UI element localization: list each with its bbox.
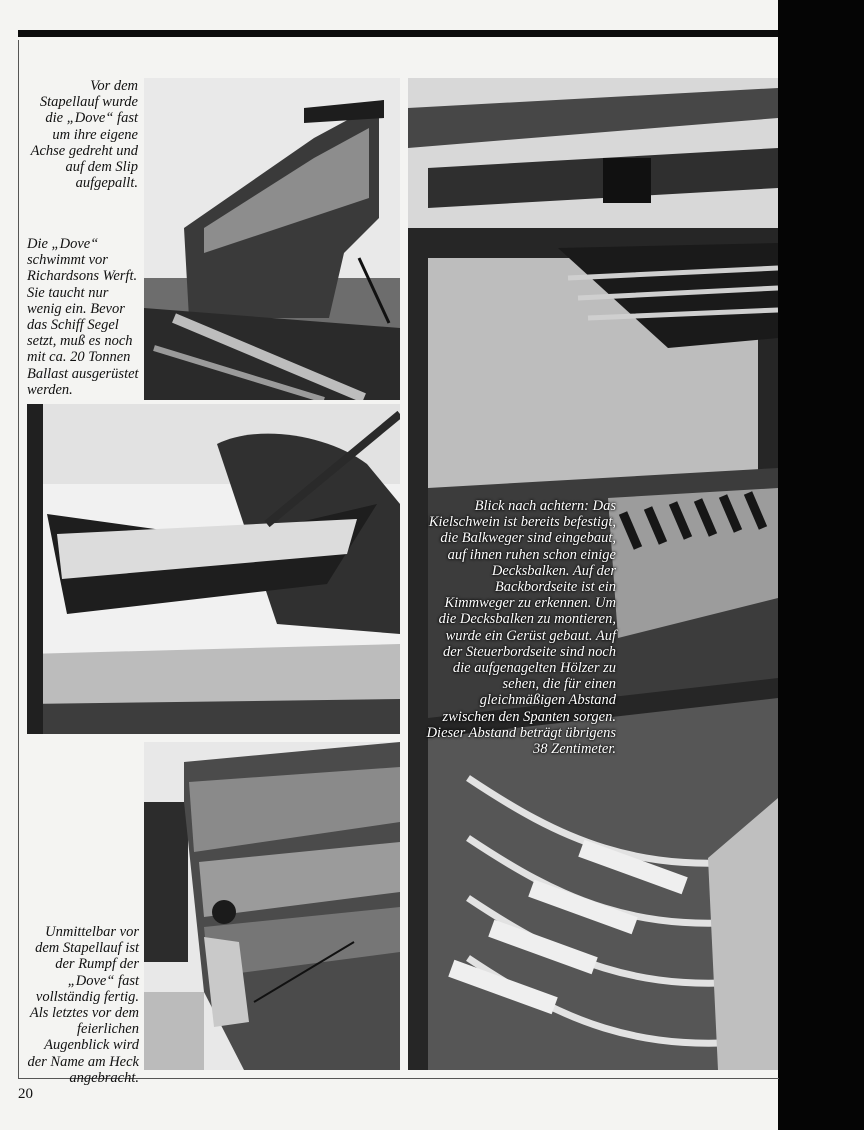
caption-aft-view: Blick nach achtern: Das Kielschwein ist bereits befestigt, die Balkweger sind eingebaut, auf ihnen ruhen schon einige Decksbalken. Auf der Backbordseite ist ein Kimmweger zu erkennen. Um die Decksbalken zu montieren, wurde ein Gerüst gebaut. Auf der Steuerbordseite sind noch die aufgenagelten Hölzer zu sehen, die für einen gleichmäßigen Abstand zwischen den Spanten sorgen. Dieser Abstand beträgt übrigens 38 Zentimeter. bbox=[426, 498, 616, 758]
caption-launch-turn: Vor dem Stapellauf wurde die „Dove“ fast um ihre eigene Achse gedreht und auf dem Slip aufgepallt. bbox=[30, 78, 138, 192]
top-rule bbox=[18, 30, 778, 37]
hull-on-slipway-image bbox=[144, 78, 400, 400]
photo-ship-floating bbox=[27, 404, 400, 734]
page-number: 20 bbox=[18, 1086, 33, 1102]
caption-floating: Die „Dove“ schwimmt vor Richardsons Werft. Sie taucht nur wenig ein. Bevor das Schiff Segel setzt, muß es noch mit ca. 20 Tonnen Ballast ausgerüstet werden. bbox=[27, 236, 139, 398]
caption-before-launch: Unmittelbar vor dem Stapellauf ist der Rumpf der „Dove“ fast vollständig fertig. Als letztes vor dem feierlichen Augenblick wird der Name am Heck angebracht. bbox=[27, 924, 139, 1086]
photo-hull-on-slipway bbox=[144, 78, 400, 400]
stern-name-image bbox=[144, 742, 400, 1070]
photo-stern-name bbox=[144, 742, 400, 1070]
right-margin-bar bbox=[778, 0, 864, 1130]
ship-floating-image bbox=[27, 404, 400, 734]
